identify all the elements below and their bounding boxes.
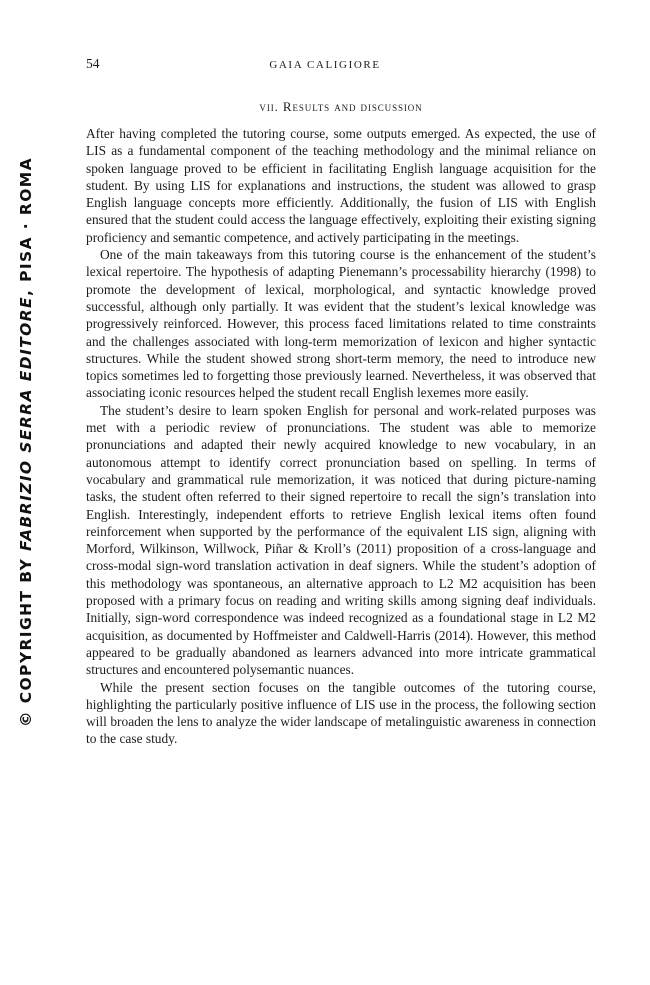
copyright-suffix: , PISA · ROMA bbox=[17, 157, 35, 296]
body-text bbox=[86, 125, 596, 748]
copyright-prefix: © COPYRIGHT BY bbox=[17, 550, 35, 727]
copyright-publisher: FABRIZIO SERRA EDITORE bbox=[17, 295, 35, 551]
paragraph-4: While the present section focuses on the tangible outcomes of the tutoring course, highlighting the particularly positive influence of LIS use in the process, the following section will broaden the lens to analyze the wider landscape of metalinguistic awareness in connection to the case study. bbox=[86, 679, 596, 747]
paragraph-1: After having completed the tutoring course, some outputs emerged. As expected, the use of LIS as a fundamental component of the teaching methodology and the minimal reliance on spoken language proved to be efficient in facilitating English language acquisition for the student. By using LIS for explanations and instructions, the student was allowed to grasp English language concepts more efficiently. Additionally, the fusion of LIS with English ensured that the student could access the language effectively, exploiting their existing signing proficiency and semantic competence, and actively participating in the meetings. bbox=[86, 126, 596, 245]
copyright-text bbox=[17, 157, 35, 727]
section-heading: vii. Results and discussion bbox=[259, 99, 423, 114]
running-head: GAIA CALIGIORE bbox=[269, 59, 381, 71]
paragraph-3: The student’s desire to learn spoken English for personal and work-related purposes was met with a periodic review of pronunciations. The student was able to memorize pronunciations and adapted their newly acquired knowledge to new vocabulary, in an autonomous attempt to identify correct pronunciation based on spelling. In terms of vocabulary and grammatical rule memorization, it was noticed that during picture-naming tasks, the student often referred to their signed repertoire to recall the sign’s translation into English. Interestingly, independent efforts to retrieve English lexical items often found reinforcement when supported by the performance of the equivalent LIS sign, aligning with Morford, Wilkinson, Willwock, Piñar & Kroll’s (2011) proposition of a cross-language and cross-modal sign-word translation activation in deaf signers. While the student’s adoption of this methodology was spontaneous, an alternative approach to L2 M2 acquisition has been proposed with a primary focus on reading and writing skills among signing deaf individuals. Initially, sign-word correspondence was indeed recognized as a foundational stage in L2 M2 acquisition, as documented by Hoffmeister and Caldwell-Harris (2014). However, this method appeared to be gradually abandoned as learners advanced into more intricate grammatical structures and encountered polysemantic nuances. bbox=[86, 402, 596, 678]
paragraph-2: One of the main takeaways from this tutoring course is the enhancement of the student’s lexical repertoire. The hypothesis of adapting Pienemann’s processability hierarchy (1998) to promote the development of lexical, morphological, and syntactic knowledge proved successful, although only partially. It was evident that the student’s lexical knowledge was progressively reinforced. However, this process faced limitations related to time constraints and the challenges associated with long-term memorization of lexicon and higher syntactic structures. While the student showed strong short-term memory, the need to introduce new topics sometimes led to forgetting those previously learned. Nevertheless, it was observed that associating iconic resources helped the student recall English lexemes more easily. bbox=[86, 247, 596, 401]
page-number: 54 bbox=[86, 56, 100, 71]
